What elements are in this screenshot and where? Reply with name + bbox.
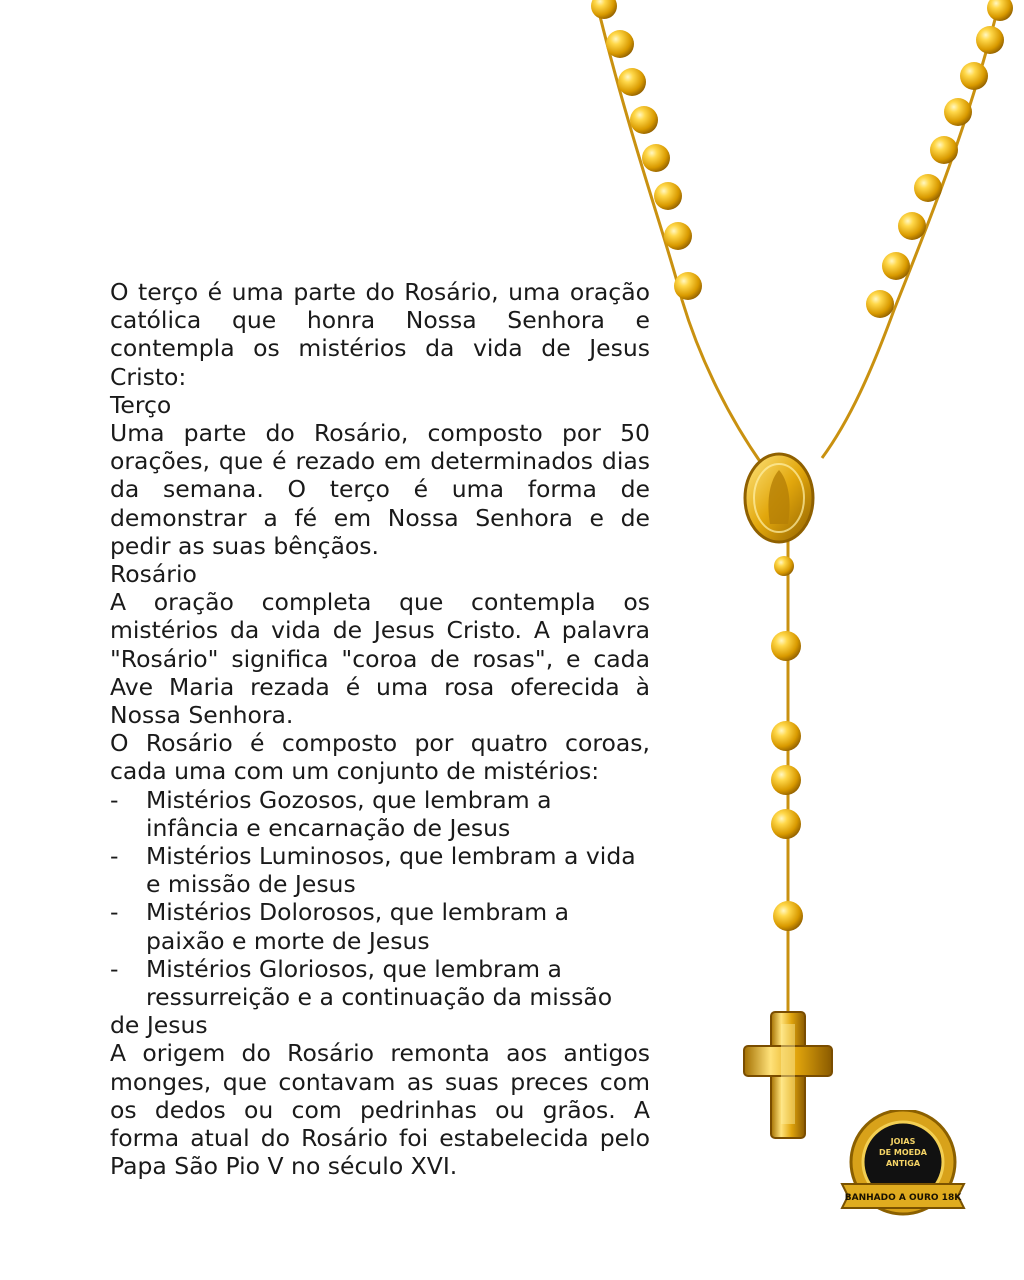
seal-line-2: DE MOEDA [879,1148,927,1157]
list-marker: - [110,785,119,814]
terco-heading: Terço [110,390,172,419]
medal-icon [745,454,813,542]
rosary-image [560,0,1024,1280]
origin-paragraph: A origem do Rosário remonta aos antigos monges, que contavam as suas preces com os dedos ou com pedrinhas ou grãos. A forma atual do Rosário foi estabelecida pelo Papa São Pio V no século XVI. [110,1039,650,1181]
intro-paragraph: O terço é uma parte do Rosário, uma oração católica que honra Nossa Senhora e contempla os mistérios da vida de Jesus Cristo: [110,278,650,391]
list-marker: - [110,954,119,983]
cross-icon [744,1012,832,1138]
coroas-intro: O Rosário é composto por quatro coroas, cada uma com um conjunto de mistérios: [110,729,650,786]
mystery-gloriosos: Mistérios Gloriosos, que lembram a ressurreição e a continuação da missão [146,954,613,1012]
rosario-paragraph: A oração completa que contempla os mistérios da vida de Jesus Cristo. A palavra "Rosário" significa "coroa de rosas", e cada Ave Maria rezada é uma rosa oferecida à Nossa Senhora. [110,588,650,730]
list-marker: - [110,898,119,927]
mysteries-tail: de Jesus [110,1011,208,1040]
rosario-heading: Rosário [110,560,197,589]
seal-line-1: JOIAS [890,1137,916,1146]
seal-ribbon-text: BANHADO A OURO 18K [844,1193,962,1203]
mystery-luminosos: Mistérios Luminosos, que lembram a vida e missão de Jesus [146,842,636,899]
mystery-dolorosos: Mistérios Dolorosos, que lembram a paixão e morte de Jesus [146,898,570,955]
seal-line-3: ANTIGA [885,1159,921,1168]
gold-seal-badge [836,1110,970,1226]
terco-paragraph: Uma parte do Rosário, composto por 50 orações, que é rezado em determinados dias da semana. O terço é uma forma de demonstrar a fé em Nossa Senhora e de pedir as suas bênçãos. [110,419,650,560]
list-marker: - [110,842,119,871]
mystery-gozosos: Mistérios Gozosos, que lembram a infância e encarnação de Jesus [146,785,552,842]
